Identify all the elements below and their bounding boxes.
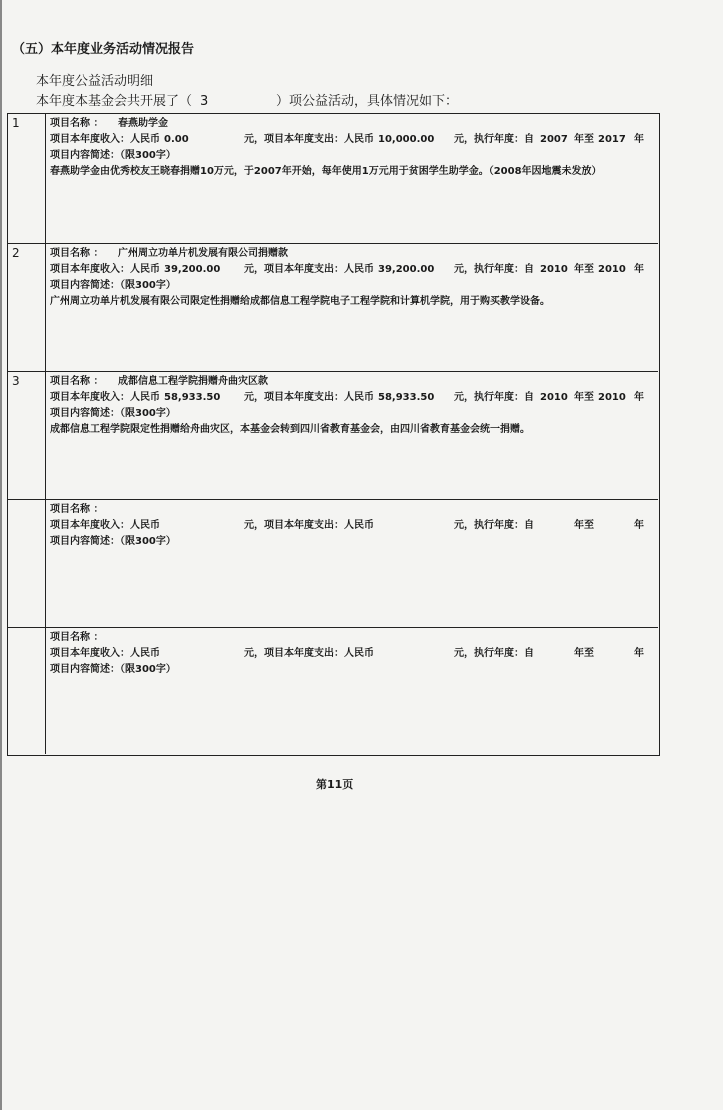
yuan-label: 元， <box>244 264 264 275</box>
finance-line <box>50 646 652 662</box>
expense-label: 项目本年度支出：人民币 <box>264 392 374 403</box>
finance-line <box>50 518 652 534</box>
yuan-label: 元， <box>454 648 474 659</box>
row-index: 2 <box>12 246 20 260</box>
project-description: 春燕助学金由优秀校友王晓春捐赠10万元，于2007年开始，每年使用1万元用于贫困学生助学金。（2008年因地震未发放） <box>50 166 602 177</box>
name-label: 项目名称 ： <box>50 376 104 387</box>
to-label: 年至 <box>574 648 594 659</box>
expense-value: 39,200.00 <box>378 264 435 275</box>
project-row <box>8 500 658 628</box>
project-name-line <box>50 374 652 390</box>
name-label: 项目名称 ： <box>50 118 104 129</box>
project-description: 广州周立功单片机发展有限公司限定性捐赠给成都信息工程学院电子工程学院和计算机学院，用于购买教学设备。 <box>50 296 550 307</box>
year-label: 年 <box>634 134 644 145</box>
year-label: 年 <box>634 392 644 403</box>
brief-label: 项目内容简述：（限300字） <box>50 280 176 291</box>
yuan-label: 元， <box>454 134 474 145</box>
expense-value: 58,933.50 <box>378 392 435 403</box>
period-label: 执行年度：自 <box>474 134 534 145</box>
period-label: 执行年度：自 <box>474 648 534 659</box>
end-year: 2010 <box>598 392 626 403</box>
project-table <box>7 113 660 756</box>
expense-label: 项目本年度支出：人民币 <box>264 520 374 531</box>
row-index: 3 <box>12 374 20 388</box>
yuan-label: 元， <box>244 520 264 531</box>
project-content <box>50 116 652 180</box>
project-name-line <box>50 116 652 132</box>
brief-label: 项目内容简述：（限300字） <box>50 664 176 675</box>
name-label: 项目名称 ： <box>50 504 104 515</box>
project-row <box>8 372 658 500</box>
name-label: 项目名称 ： <box>50 632 104 643</box>
row-index: 1 <box>12 116 20 130</box>
project-description: 成都信息工程学院限定性捐赠给舟曲灾区，本基金会转到四川省教育基金会，由四川省教育基金会统一捐赠。 <box>50 424 530 435</box>
index-cell <box>8 114 46 243</box>
income-label: 项目本年度收入：人民币 <box>50 392 160 403</box>
yuan-label: 元， <box>244 648 264 659</box>
year-label: 年 <box>634 520 644 531</box>
project-name: 广州周立功单片机发展有限公司捐赠款 <box>118 248 288 259</box>
finance-line <box>50 390 652 406</box>
yuan-label: 元， <box>244 134 264 145</box>
income-label: 项目本年度收入：人民币 <box>50 264 160 275</box>
finance-line <box>50 132 652 148</box>
subtitle: 本年度公益活动明细 <box>36 74 154 89</box>
period-label: 执行年度：自 <box>474 264 534 275</box>
project-name-line <box>50 246 652 262</box>
activity-count-line <box>36 90 458 109</box>
page-number: 第11页 <box>316 778 354 791</box>
income-value: 0.00 <box>164 134 189 145</box>
count-prefix: 本年度本基金会共开展了（ <box>36 94 193 109</box>
count-suffix: ）项公益活动，具体情况如下： <box>276 94 459 109</box>
brief-label: 项目内容简述：（限300字） <box>50 536 176 547</box>
brief-label: 项目内容简述：（限300字） <box>50 150 176 161</box>
to-label: 年至 <box>574 264 594 275</box>
income-label: 项目本年度收入：人民币 <box>50 134 160 145</box>
index-cell <box>8 372 46 499</box>
period-label: 执行年度：自 <box>474 520 534 531</box>
section-title: （五）本年度业务活动情况报告 <box>12 42 195 57</box>
project-content <box>50 502 652 550</box>
name-label: 项目名称 ： <box>50 248 104 259</box>
project-name-line <box>50 502 652 518</box>
yuan-label: 元， <box>454 392 474 403</box>
yuan-label: 元， <box>454 520 474 531</box>
to-label: 年至 <box>574 392 594 403</box>
index-cell <box>8 500 46 627</box>
expense-label: 项目本年度支出：人民币 <box>264 648 374 659</box>
period-label: 执行年度：自 <box>474 392 534 403</box>
end-year: 2017 <box>598 134 626 145</box>
project-content <box>50 246 652 310</box>
expense-value: 10,000.00 <box>378 134 435 145</box>
project-row <box>8 628 658 754</box>
to-label: 年至 <box>574 134 594 145</box>
expense-label: 项目本年度支出：人民币 <box>264 134 374 145</box>
start-year: 2010 <box>540 392 568 403</box>
end-year: 2010 <box>598 264 626 275</box>
scan-edge <box>0 0 2 1110</box>
project-name: 成都信息工程学院捐赠舟曲灾区款 <box>118 376 268 387</box>
expense-label: 项目本年度支出：人民币 <box>264 264 374 275</box>
income-label: 项目本年度收入：人民币 <box>50 648 160 659</box>
year-label: 年 <box>634 648 644 659</box>
index-cell <box>8 628 46 754</box>
project-content <box>50 374 652 438</box>
start-year: 2007 <box>540 134 568 145</box>
brief-label: 项目内容简述：（限300字） <box>50 408 176 419</box>
start-year: 2010 <box>540 264 568 275</box>
index-cell <box>8 244 46 371</box>
yuan-label: 元， <box>244 392 264 403</box>
project-name: 春燕助学金 <box>118 118 168 129</box>
project-name-line <box>50 630 652 646</box>
income-label: 项目本年度收入：人民币 <box>50 520 160 531</box>
count-value: 3 <box>200 94 209 109</box>
finance-line <box>50 262 652 278</box>
income-value: 39,200.00 <box>164 264 221 275</box>
to-label: 年至 <box>574 520 594 531</box>
year-label: 年 <box>634 264 644 275</box>
income-value: 58,933.50 <box>164 392 221 403</box>
project-row <box>8 114 658 244</box>
project-row <box>8 244 658 372</box>
yuan-label: 元， <box>454 264 474 275</box>
project-content <box>50 630 652 678</box>
